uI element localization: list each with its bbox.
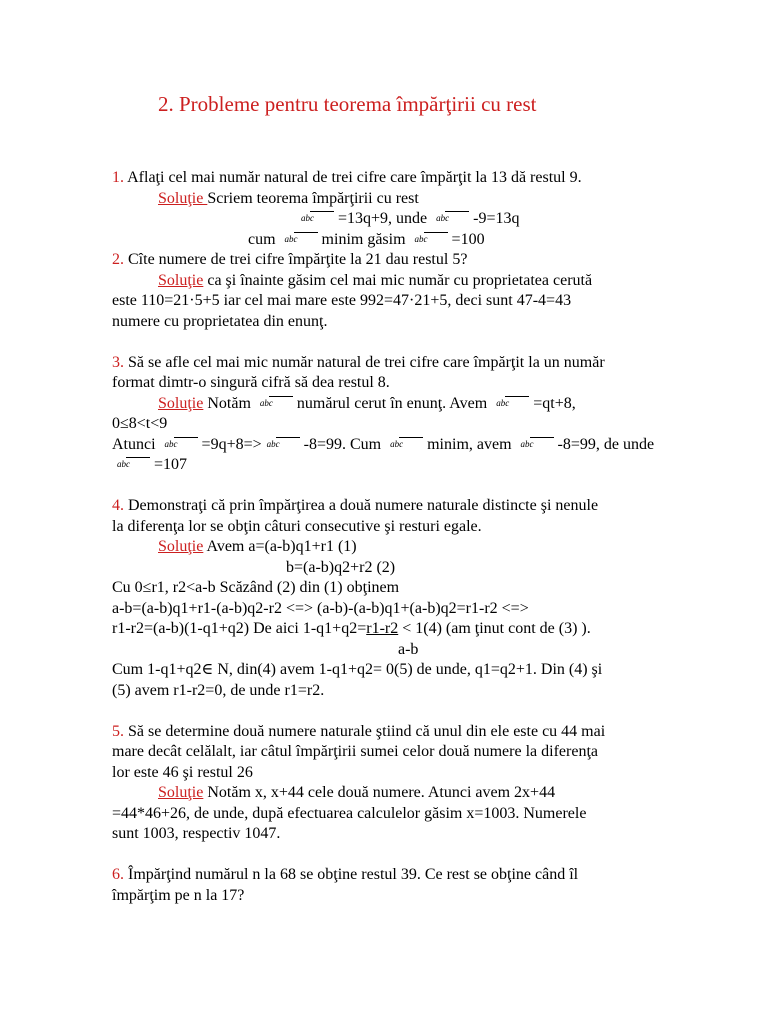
problem-6-statement-line: împărţim pe n la 17? [112,886,245,904]
problem-5-statement: 5. Să se determine două numere naturale ştiind că unul din ele este cu 44 mai [112,722,606,740]
problem-5-solution-line: sunt 1003, respectiv 1047. [112,825,281,842]
problem-4-solution-line: b=(a-b)q2+r2 (2) [286,558,396,576]
overline-abc: abc [518,440,552,449]
overline-abc: abc [493,399,527,408]
problem-3-number: 3. [112,353,124,371]
overline-abc: abc [257,399,291,408]
problem-5-statement-line: lor este 46 şi restul 26 [112,763,253,781]
problem-4-solution: Soluţie Avem a=(a-b)q1+r1 (1) [158,538,357,555]
spacer [112,332,672,353]
fraction-numerator: r1-r2 [366,620,399,637]
overline-abc: abc [298,214,332,223]
problem-2-solution-line: numere cu proprietatea din enunţ. [112,312,328,330]
problem-3-solution: Soluţie Notăm abc numărul cerut în enunţ. Avem abc =qt+8, [158,394,576,412]
problem-3-statement-line: format dimtr-o singură cifră să dea restul 8. [112,374,390,391]
overline-abc: abc [387,440,421,449]
problem-4-solution-line: a-b=(a-b)q1+r1-(a-b)q2-r2 <=> (a-b)-(a-b)q1+(a-b)q2=r1-r2 <=> [112,599,529,617]
spacer [112,476,672,497]
problem-4-solution-line: Cu 0≤r1, r2<a-b Scăzând (2) din (1) obţinem [112,579,400,596]
problem-2-statement: 2. Cîte numere de trei cifre împărţite la 21 dau restul 5? [112,251,468,268]
solution-label: Soluţie [158,271,204,289]
problems-content [112,168,672,906]
overline-abc: abc [433,214,467,223]
problem-2-solution-line: este 110=21·5+5 iar cel mai mare este 992=47·21+5, deci sunt 47-4=43 [112,292,572,309]
problem-1-solution: Soluţie Scriem teorema împărţirii cu rest [158,189,419,207]
problem-5-solution: Soluţie Notăm x, x+44 cele două numere. Atunci avem 2x+44 [158,784,556,801]
problem-2-solution: Soluţie ca şi înainte găsim cel mai mic număr cu proprietatea cerută [158,271,593,289]
problem-3-solution-line: 0≤8<t<9 [112,415,168,432]
problem-5-solution-line: =44*46+26, de unde, după efectuarea calculelor găsim x=1003. Numerele [112,804,587,822]
spacer [112,701,672,722]
problem-4-solution-line: Cum 1-q1+q2∈ N, din(4) avem 1-q1+q2= 0(5) de unde, q1=q2+1. Din (4) şi [112,661,603,678]
overline-abc: abc [162,440,196,449]
overline-abc: abc [114,460,148,469]
problem-4-solution-line: (5) avem r1-r2=0, de unde r1=r2. [112,681,325,699]
overline-abc: abc [264,440,298,449]
problem-1-equation: abc =13q+9, unde abc -9=13q [112,209,672,230]
problem-5-number: 5. [112,722,124,740]
problem-6-statement: 6. Împărţind numărul n la 68 se obţine restul 39. Ce rest se obţine când îl [112,866,579,883]
problem-3-statement: 3. Să se afle cel mai mic număr natural de trei cifre care împărţit la un număr [112,353,605,371]
overline-abc: abc [282,235,316,244]
problem-4-statement: 4. Demonstraţi că prin împărţirea a două numere naturale distincte şi nenule [112,497,599,514]
spacer [112,845,672,866]
problem-4-solution-line: r1-r2=(a-b)(1-q1+q2) De aici 1-q1+q2=r1-r2 < 1(4) (am ţinut cont de (3) ). [112,620,591,637]
problem-1-number: 1. [112,169,124,186]
problem-4-number: 4. [112,497,124,514]
solution-label: Soluţie [158,538,204,555]
problem-5-statement-line: mare decât celălalt, iar câtul împărţirii sumei celor două numere la diferenţa [112,743,598,760]
problem-2-number: 2. [112,251,124,268]
problem-1-result: cum abc minim găsim abc =100 [248,230,485,248]
fraction-denominator: a-b [398,640,419,658]
problem-3-solution-line: abc =107 [112,455,672,476]
overline-abc: abc [412,235,446,244]
problem-3-solution-line: Atunci abc =9q+8=> abc -8=99. Cum abc minim, avem abc -8=99, de unde [112,435,655,453]
problem-6-number: 6. [112,866,124,883]
solution-label: Soluţie [158,189,208,207]
page-title: 2. Probleme pentru teorema împărţirii cu rest [158,92,537,116]
solution-label: Soluţie [158,394,204,412]
problem-4-statement-line: la diferenţa lor se obţin câturi consecutive şi resturi egale. [112,517,482,535]
problem-1-statement: 1. Aflaţi cel mai număr natural de trei cifre care împărţit la 13 dă restul 9. [112,169,582,186]
solution-label: Soluţie [158,784,204,801]
